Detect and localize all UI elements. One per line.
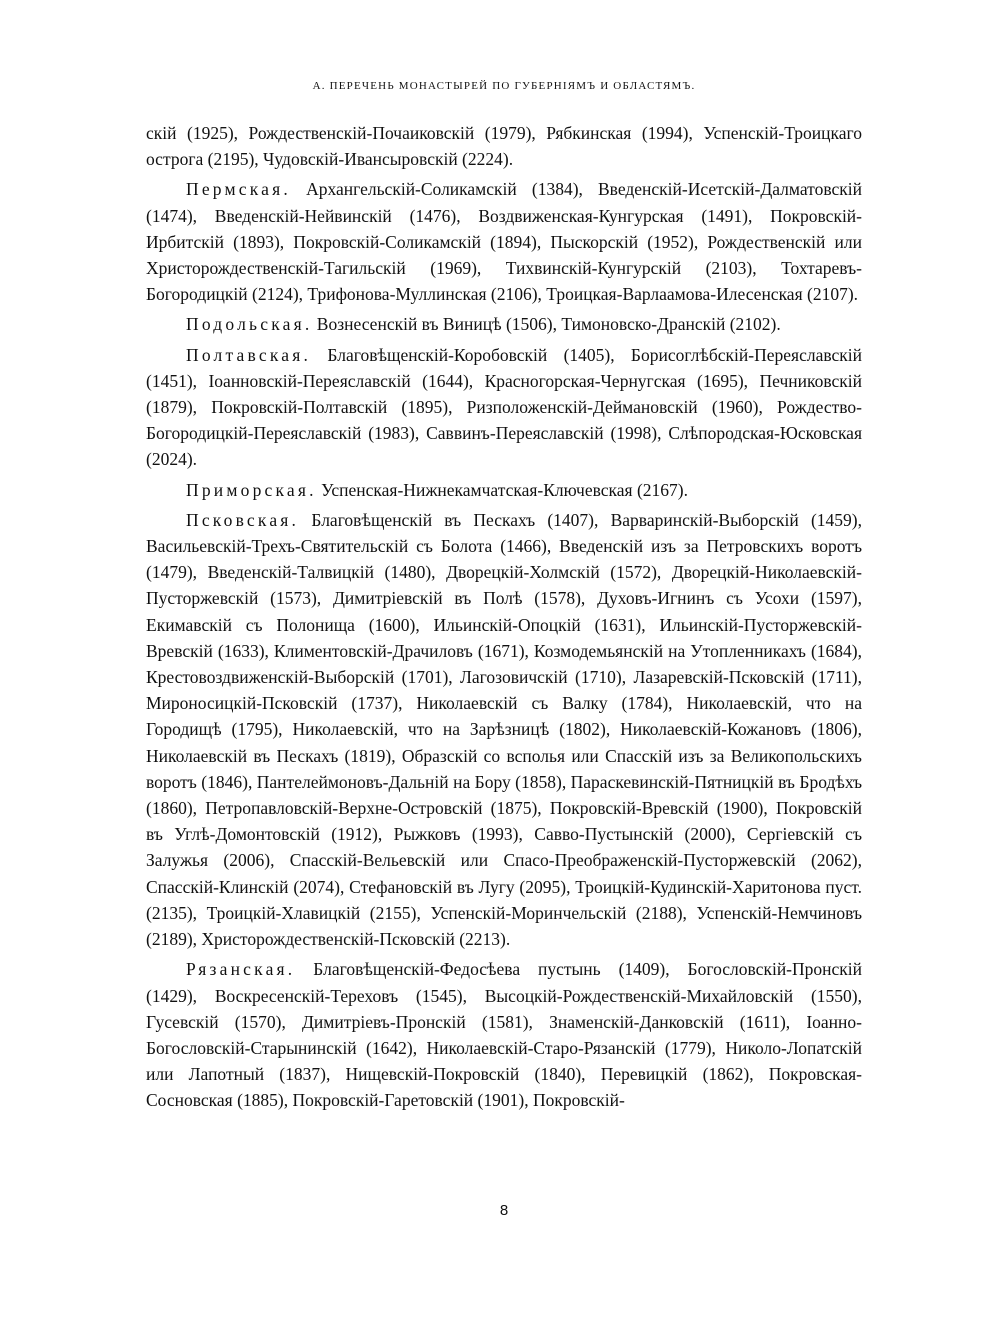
paragraph-text: Благовѣщенскій въ Пескахъ (1407), Варваринскій-Выборскій (1459), Васильевскій-Трехъ-Святительскій съ Болота (1466), Введенскій изъ за Петровскихъ воротъ (1479), Введенскій-Талвицкій (1480), Дворецкій-Холмскій (1572), Дворецкій-Николаевскій-Пусторжевскій (1573), Димитріевскій въ Полѣ (1578), Духовъ-Игнинъ съ Усохи (1597), Екимавскій съ Полонища (1600), Ильинскій-Опоцкій (1631), Ильинскій-Пусторжевскій-Вревскій (1633), Климентовскій-Драчиловъ (1671), Козмодемьянскій на Утопленникахъ (1684), Крестовоздвиженскій-Выборскій (1701), Лагозовичскій (1710), Лазаревскій-Псковскій (1711), Мироносицкій-Псковскій (1737), Николаевскій съ Валку (1784), Николаевскій, что на Городищѣ (1795), Николаевскій, что на Зарѣзницѣ (1802), Николаевскій-Кожановъ (1806), Николаевскій въ Пескахъ (1819), Образскій со всполья или Спасскій изъ за Великопольскихъ воротъ (1846), Пантелеймоновъ-Дальній на Бору (1858), Параскевинскій-Пятницкій въ Бродѣхъ (1860), Петропавловскій-Верхне-Островскій (1875), Покровскій-Вревскій (1900), Покровскій въ Углѣ-Домонтовскій (1912), Рыжковъ (1993), Савво-Пустынскій (2000), Сергіевскій съ Залужья (2006), Спасскій-Вельевскій или Спасо-Преображенскій-Пусторжевскій (2062), Спасскій-Клинскій (2074), Стефановскій въ Лугу (2095), Троицкій-Кудинскій-Харитонова пуст. (2135), Троицкій-Хлавицкій (2155), Успенскій-Моринчельскій (2188), Успенскій-Немчиновъ (2189), Христорождественскій-Псковскій (2213). [146, 509, 862, 950]
governorate-name: Подольская. [186, 314, 313, 335]
paragraph-ryazanskaya [146, 956, 862, 1113]
paragraph-text: Благовѣщенскій-Федосѣева пустынь (1409), Богословскій-Пронскій (1429), Воскресенскій-Тереховъ (1545), Высоцкій-Рождественскій-Михайловскій (1550), Гусевскій (1570), Димитріевъ-Пронскій (1581), Знаменскій-Данковскій (1611), Іоанно-Богословскій-Старынинскій (1642), Николаевскій-Старо-Рязанскій (1779), Николо-Лопатскій или Лапотный (1837), Нищевскій-Покровскій (1840), Перевицкій (1862), Покровская-Сосновская (1885), Покровскій-Гаретовскій (1901), Покровскій- [146, 959, 863, 1111]
paragraph-poltavskaya [146, 342, 862, 473]
paragraph-permskaya [146, 176, 862, 307]
paragraph-primorskaya [146, 477, 862, 503]
paragraph-podolskaya [146, 311, 862, 337]
paragraph-pskovskaya [146, 507, 862, 952]
governorate-name: Полтавская. [186, 344, 312, 365]
paragraph-text: Благовѣщенскій-Коробовскій (1405), Борисоглѣбскій-Переяславскій (1451), Іоанновскій-Переяславскій (1644), Красногорская-Чернугская (1695), Печниковскій (1879), Покровскій-Полтавскій (1895), Ризположенскій-Деймановскій (1960), Рождество-Богородицкій-Переяславскій (1983), Саввинъ-Переяславскій (1998), Слѣпородская-Юсковская (2024). [146, 344, 862, 470]
governorate-name: Пермская. [186, 179, 291, 200]
governorate-name: Рязанская. [186, 959, 296, 980]
document-page [146, 78, 862, 1258]
paragraph-text: скій (1925), Рождественскій-Почаиковскій (1979), Рябкинская (1994), Успенскій-Троицкаго острога (2195), Чудовскій-Ивансыровскій (2224). [146, 123, 862, 170]
paragraph-text: Архангельскій-Соликамскій (1384), Введенскій-Исетскій-Далматовскій (1474), Введенскій-Нейвинскій (1476), Воздвиженская-Кунгурская (1491), Покровскій-Ирбитскій (1893), Покровскій-Соликамскій (1894), Пыскорскій (1952), Рождественскій или Христорождественскій-Тагильскій (1969), Тихвинскій-Кунгурскій (2103), Тохтаревъ-Богородицкій (2124), Трифонова-Муллинская (2106), Троицкая-Варлаамова-Илесенская (2107). [146, 179, 862, 305]
paragraph-continuation [146, 120, 862, 172]
monastery-list-text [146, 120, 862, 1114]
paragraph-text: Вознесенскій въ Виницѣ (1506), Тимоновско-Дранскій (2102). [316, 314, 781, 335]
running-title: А. ПЕРЕЧЕНЬ МОНАСТЫРЕЙ ПО ГУБЕРНІЯМЪ И ОБЛАСТЯМЪ. [312, 80, 696, 92]
governorate-name: Псковская. [186, 509, 300, 530]
paragraph-text: Успенская-Нижнекамчатская-Ключевская (2167). [321, 479, 689, 500]
page-number: 8 [499, 1202, 509, 1219]
governorate-name: Приморская. [186, 479, 317, 500]
